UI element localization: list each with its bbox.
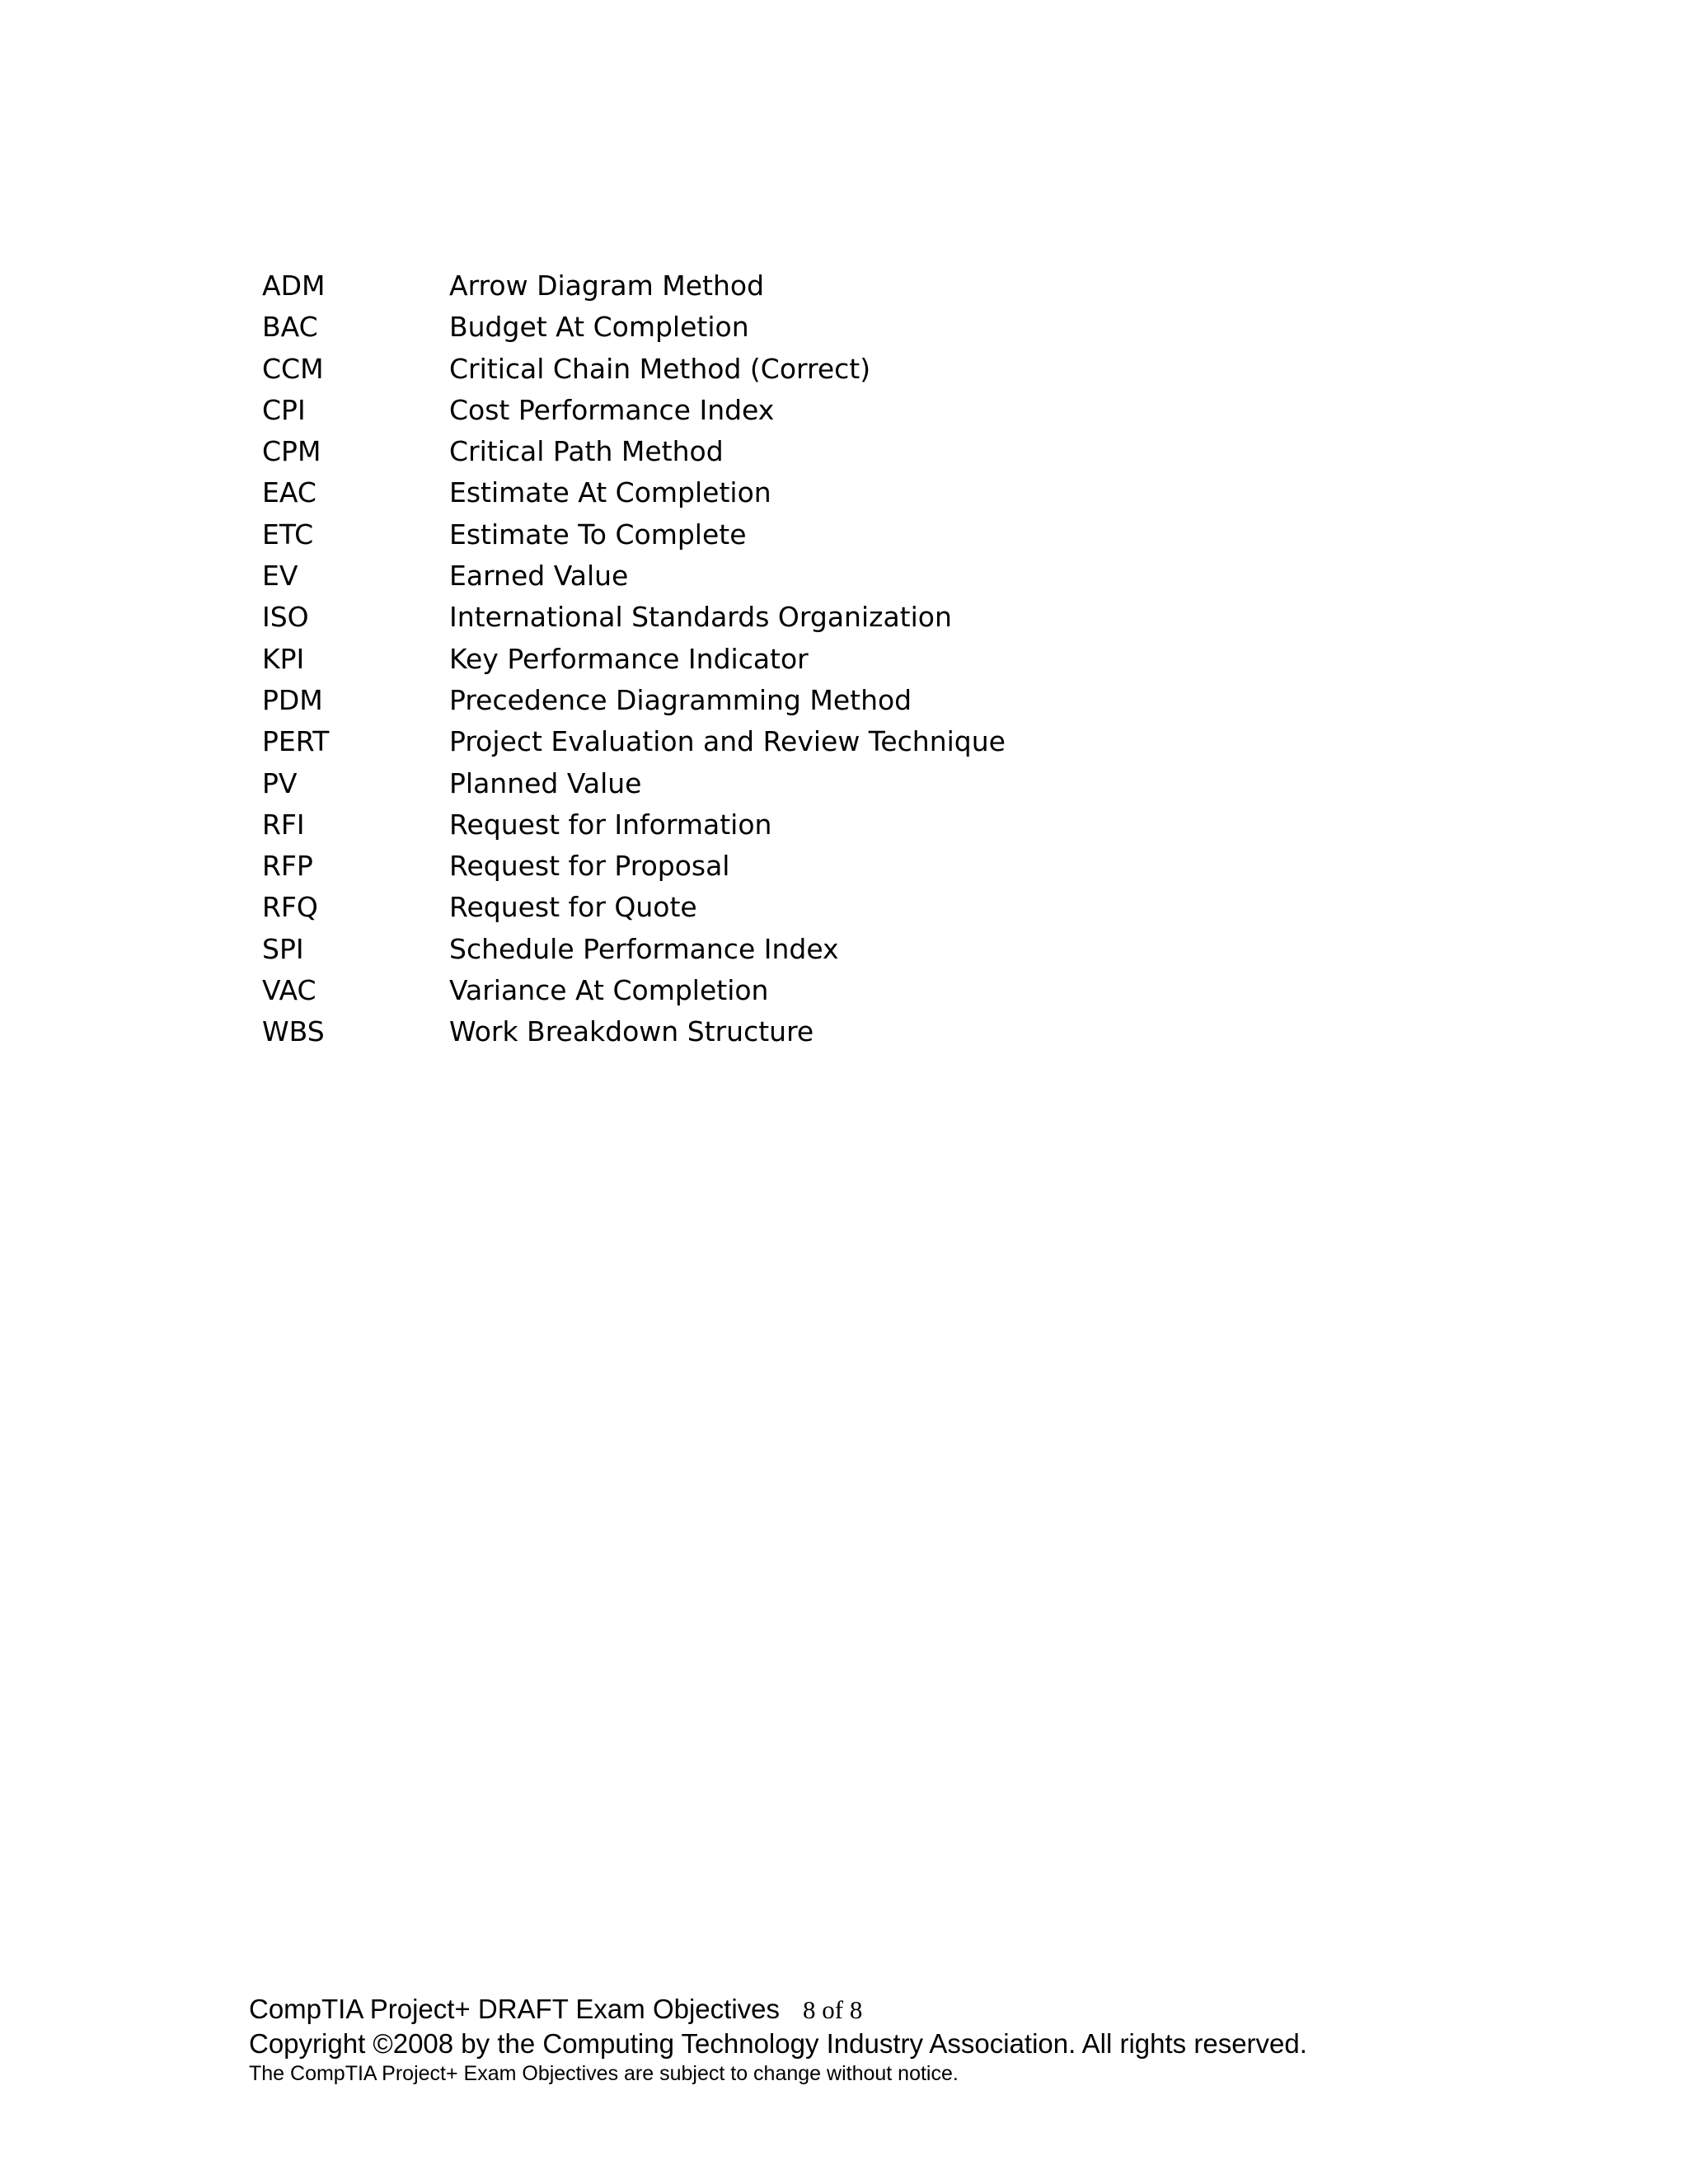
acronym-row <box>262 472 1006 513</box>
acronym-term: Earned Value <box>449 560 629 593</box>
acronym-row <box>262 763 1006 804</box>
acronym-abbr: ADM <box>262 269 326 302</box>
acronym-abbr: RFP <box>262 850 313 883</box>
acronym-row <box>262 514 1006 555</box>
acronym-row <box>262 887 1006 928</box>
acronym-row <box>262 639 1006 680</box>
acronym-term: Variance At Completion <box>449 974 769 1007</box>
acronym-abbr: EV <box>262 560 298 593</box>
acronym-row <box>262 390 1006 431</box>
acronym-abbr: BAC <box>262 311 318 344</box>
acronym-row <box>262 349 1006 390</box>
acronym-row <box>262 307 1006 348</box>
acronym-row <box>262 555 1006 597</box>
acronym-row <box>262 265 1006 307</box>
acronym-abbr: ISO <box>262 601 309 634</box>
acronym-abbr: RFI <box>262 808 305 841</box>
acronym-abbr: CPM <box>262 435 321 468</box>
acronym-term: Project Evaluation and Review Technique <box>449 725 1006 758</box>
acronym-abbr: KPI <box>262 642 305 675</box>
acronym-term: Request for Quote <box>449 891 697 924</box>
acronym-row <box>262 680 1006 721</box>
acronym-term: Estimate To Complete <box>449 518 747 551</box>
footer-copyright: Copyright ©2008 by the Computing Technology Industry Association. All rights reserved. <box>249 2028 1307 2059</box>
acronym-term: Schedule Performance Index <box>449 932 839 965</box>
acronym-term: Budget At Completion <box>449 311 749 344</box>
acronym-abbr: CCM <box>262 352 324 385</box>
acronym-abbr: EAC <box>262 476 316 509</box>
acronym-abbr: PERT <box>262 725 330 758</box>
acronym-term: Arrow Diagram Method <box>449 269 765 302</box>
acronym-abbr: VAC <box>262 974 316 1007</box>
acronym-term: Cost Performance Index <box>449 393 775 426</box>
footer-doc-title: CompTIA Project+ DRAFT Exam Objectives <box>249 1994 780 2024</box>
acronym-abbr: SPI <box>262 932 304 965</box>
acronym-term: International Standards Organization <box>449 601 952 634</box>
acronym-row <box>262 846 1006 887</box>
acronym-abbr: ETC <box>262 518 314 551</box>
acronym-abbr: RFQ <box>262 891 318 924</box>
acronym-abbr: PDM <box>262 683 323 716</box>
acronym-row <box>262 431 1006 472</box>
acronym-term: Critical Path Method <box>449 435 724 468</box>
acronym-abbr: PV <box>262 766 298 799</box>
acronym-term: Key Performance Indicator <box>449 642 809 675</box>
footer-notice: The CompTIA Project+ Exam Objectives are subject to change without notice. <box>249 2062 959 2085</box>
acronym-row <box>262 929 1006 970</box>
acronym-term: Request for Information <box>449 808 772 841</box>
acronym-row <box>262 1011 1006 1052</box>
footer-title-line <box>249 1993 1307 2027</box>
acronym-row <box>262 970 1006 1011</box>
acronym-term: Planned Value <box>449 766 642 799</box>
acronym-row <box>262 804 1006 846</box>
page-footer <box>249 1993 1307 2086</box>
acronym-term: Request for Proposal <box>449 850 730 883</box>
acronym-term: Estimate At Completion <box>449 476 771 509</box>
acronym-abbr: WBS <box>262 1015 325 1048</box>
acronym-row <box>262 721 1006 762</box>
acronym-term: Critical Chain Method (Correct) <box>449 352 871 385</box>
acronym-list <box>262 265 1006 1053</box>
page-number: 8 of 8 <box>803 1995 863 2024</box>
acronym-abbr: CPI <box>262 393 306 426</box>
acronym-term: Precedence Diagramming Method <box>449 683 912 716</box>
acronym-term: Work Breakdown Structure <box>449 1015 814 1048</box>
acronym-row <box>262 597 1006 638</box>
